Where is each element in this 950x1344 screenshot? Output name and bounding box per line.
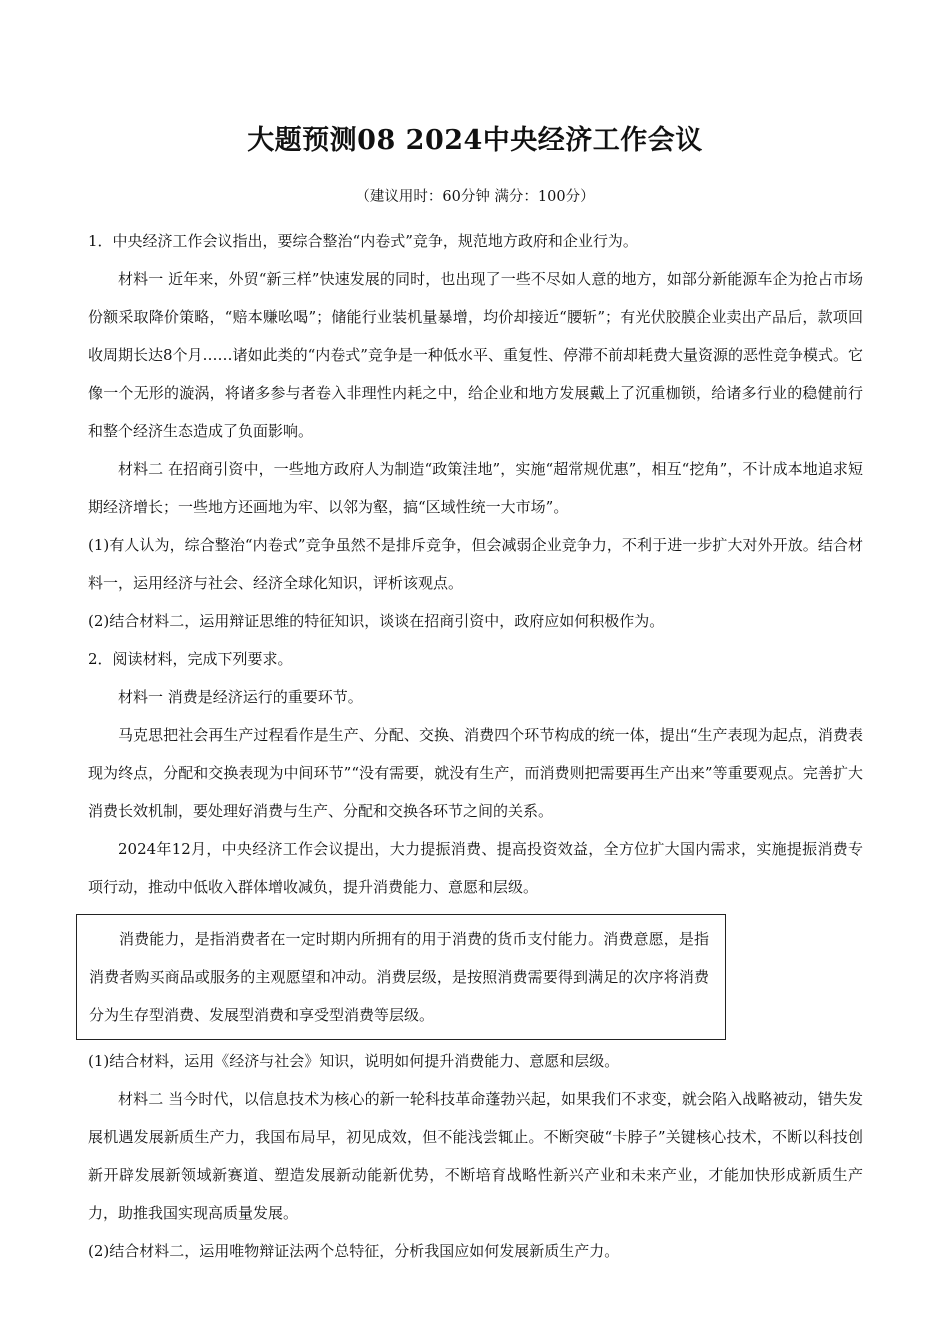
question-content	[88, 222, 863, 1270]
question-2-material-2: 材料二 当今时代，以信息技术为核心的新一轮科技革命蓬勃兴起，如果我们不求变，就会陷入战略被动，错失发展机遇发展新质生产力，我国布局早，初见成效，但不能浅尝辄止。不断突破“卡脖子”关键核心技术，不断以科技创新开辟发展新领域新赛道、塑造发展新动能新优势，不断培育战略性新兴产业和未来产业，才能加快形成新质生产力，助推我国实现高质量发展。	[88, 1090, 863, 1222]
question-2-paragraph-2: 2024年12月，中央经济工作会议提出，大力提振消费、提高投资效益，全方位扩大国内需求，实施提振消费专项行动，推动中低收入群体增收减负，提升消费能力、意愿和层级。	[88, 840, 863, 896]
question-2-sub-2: (2)结合材料二，运用唯物辩证法两个总特征，分析我国应如何发展新质生产力。	[88, 1242, 620, 1260]
time-and-score-note: （建议用时：60分钟 满分：100分）	[355, 189, 595, 205]
question-2-sub-1: (1)结合材料，运用《经济与社会》知识，说明如何提升消费能力、意愿和层级。	[88, 1052, 620, 1070]
question-1-material-2: 材料二 在招商引资中，一些地方政府人为制造“政策洼地”，实施“超常规优惠”，相互“挖角”，不计成本地追求短期经济增长；一些地方还画地为牢、以邻为壑，搞“区域性统一大市场”。	[88, 460, 863, 516]
question-2-stem: 2．阅读材料，完成下列要求。	[88, 650, 293, 668]
question-1-stem: 1．中央经济工作会议指出，要综合整治“内卷式”竞争，规范地方政府和企业行为。	[88, 232, 638, 250]
definition-box	[76, 914, 726, 1040]
question-1-sub-2: (2)结合材料二，运用辩证思维的特征知识，谈谈在招商引资中，政府应如何积极作为。	[88, 612, 665, 630]
question-2-paragraph-1: 马克思把社会再生产过程看作是生产、分配、交换、消费四个环节构成的统一体，提出“生产表现为起点，消费表现为终点，分配和交换表现为中间环节”“没有需要，就没有生产，而消费则把需要再生产出来”等重要观点。完善扩大消费长效机制，要处理好消费与生产、分配和交换各环节之间的关系。	[88, 726, 863, 820]
page-title: 大题预测08 2024中央经济工作会议	[247, 125, 703, 156]
question-1-material-1: 材料一 近年来，外贸“新三样”快速发展的同时，也出现了一些不尽如人意的地方，如部分新能源车企为抢占市场份额采取降价策略，“赔本赚吆喝”；储能行业装机量暴增，均价却接近“腰斩”；有光伏胶膜企业卖出产品后，款项回收周期长达8个月……诸如此类的“内卷式”竞争是一种低水平、重复性、停滞不前却耗费大量资源的恶性竞争模式。它像一个无形的漩涡，将诸多参与者卷入非理性内耗之中，给企业和地方发展戴上了沉重枷锁，给诸多行业的稳健前行和整个经济生态造成了负面影响。	[88, 270, 863, 440]
question-1-sub-1: (1)有人认为，综合整治“内卷式”竞争虽然不是排斥竞争，但会减弱企业竞争力，不利于进一步扩大对外开放。结合材料一，运用经济与社会、经济全球化知识，评析该观点。	[88, 536, 863, 592]
question-2-material-1-title: 材料一 消费是经济运行的重要环节。	[118, 688, 363, 706]
definition-box-text: 消费能力，是指消费者在一定时期内所拥有的用于消费的货币支付能力。消费意愿，是指消费者购买商品或服务的主观愿望和冲动。消费层级，是按照消费需要得到满足的次序将消费分为生存型消费、发展型消费和享受型消费等层级。	[89, 930, 709, 1024]
